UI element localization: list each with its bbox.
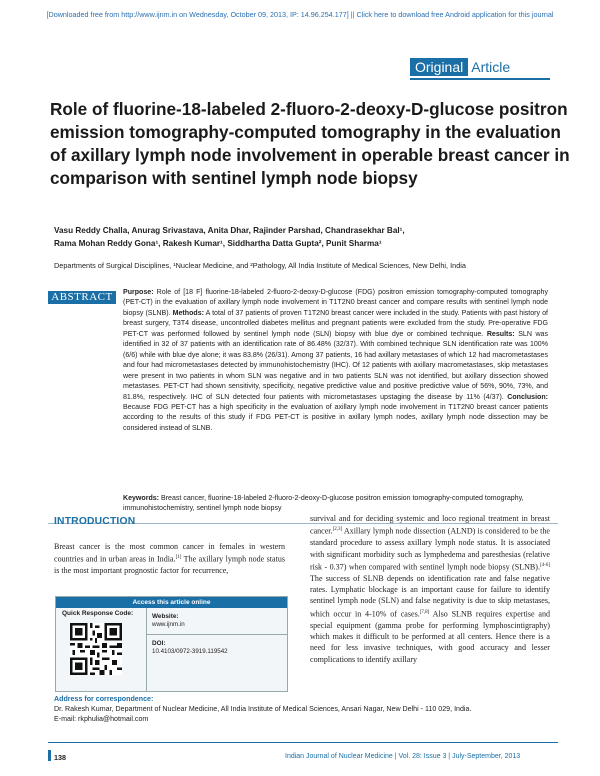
citation-ref[interactable]: [7,8] (419, 609, 430, 615)
intro-left-text: Breast cancer is the most common cancer in females in western countries and in urban areas in India. (54, 542, 285, 564)
article-type-tag (410, 58, 510, 76)
journal-footer: Indian Journal of Nuclear Medicine | Vol. 28: Issue 3 | July-September, 2013 (285, 753, 521, 760)
intro-right-column (310, 513, 550, 665)
keywords (123, 494, 548, 515)
intro-right-text-a: survival and for deciding systemic and loco regional treatment in breast cancer. (310, 514, 550, 536)
doi-label: DOI: (152, 640, 166, 647)
website-link[interactable]: www.ijnm.in (152, 621, 185, 628)
abstract-label: ABSTRACT (48, 291, 116, 304)
correspondence-address: Dr. Rakesh Kumar, Department of Nuclear Medicine, All India Institute of Medical Sciences, Ansari Nagar, New Delhi - 110 029, India. (54, 705, 472, 713)
methods-text: A total of 37 patients of proven T1T2N0 breast cancer were included in the study. Patients with past history of breast surgery, T3T4 disease, uncontrolled diabetes mellitus and pregnant patients were excluded from the study. Pre-operative FDG PET-CT was performed followed by sentinel lymph node (SLN) biopsy with blue dye or combined technique. (123, 309, 549, 338)
purpose-text: Role of [18 F] fluorine-18-labeled 2-fluoro-2-deoxy-D-glucose (FDG) positron emission tomography-computed tomography (PET-CT) in the evaluation of axillary lymph node involvement in T1T2N0 breast cancer and compare results with sentinel lymph node biopsy (SLNB). (123, 289, 548, 317)
keywords-label: Keywords: (123, 495, 160, 502)
correspondence-heading: Address for correspondence: (54, 695, 154, 703)
article-type-rest: Article (471, 59, 511, 75)
intro-right-text-d: Also SLNB requires expertise and special equipment (gamma probe for performing lymphoscintigraphy) which makes it difficult to be performed at all centers. Hence there is a need for less invasive techniques, with good accuracy and lesser complications to identify axillary (310, 609, 550, 664)
methods-label: Methods: (172, 309, 204, 317)
download-banner-link[interactable]: [Downloaded free from http://www.ijnm.in on Wednesday, October 09, 2013, IP: 14.96.254.177] || Click here to download free Android application for this journal (46, 10, 554, 19)
access-separator (146, 634, 288, 635)
results-text: SLN was identified in 32 of 37 patients with an identification rate of 86.48% (32/37). With combined technique SLN identification rate was 100% (6/6) while with blue dye alone; it was 83.8% (26/31). Among 37 patients, 16 had axillary metastases of which 12 had macrometastases and four had micrometastases detected by immunohistochemistry (IHC). Of 12 patients with axillary macrometastases, skip metastases were present in two patients in whom SLN was negative and in two patients SLN was not identified, but axillary dissection showed metastases. PET-CT had shown sensitivity, specificity, negative predictive value and positive predictive value of 56%, 90%, 73%, and 81.8%, respectively. IHC of SLN detected four patients with micrometastases upstaging the disease by 11% (4/37). (123, 330, 549, 401)
intro-right-text-c: The success of SLNB depends on identification rate and false negative rates. Lymphatic blockage is an important cause for failure to identify sentinel lymph node (SLN) and false negativity is due to skip metastases, which occur in 4-10% of cases. (310, 573, 550, 619)
doi-link[interactable]: 10.4103/0972-3919.119542 (152, 648, 228, 655)
footer-rule (48, 742, 558, 743)
article-title: Role of fluorine-18-labeled 2-fluoro-2-deoxy-D-glucose positron emission tomography-computed tomography in the evaluation of axillary lymph node involvement in operable breast cancer in comparison with sentinel lymph node biopsy (50, 99, 570, 188)
article-type-boxed: Original (410, 58, 468, 76)
citation-ref[interactable]: [1] (175, 555, 182, 561)
qr-label: Quick Response Code: (62, 610, 134, 617)
intro-left-text-2: The axillary lymph node status is the most important prognostic factor for recurrence, (54, 554, 285, 576)
correspondence-email[interactable]: E-mail: rkphulia@hotmail.com (54, 715, 149, 723)
correspondence-block (54, 694, 574, 724)
author-line-2: Rama Mohan Reddy Gona¹, Rakesh Kumar¹, Siddhartha Datta Gupta², Punit Sharma¹ (54, 238, 382, 248)
results-label: Results: (486, 330, 515, 338)
citation-ref[interactable]: [4-6] (540, 562, 550, 568)
purpose-label: Purpose: (123, 289, 154, 296)
page-number: 138 (54, 753, 66, 762)
citation-ref[interactable]: [2,3] (332, 527, 343, 533)
qr-panel (56, 608, 147, 691)
introduction-heading: INTRODUCTION (54, 516, 136, 527)
conclusion-label: Conclusion: (507, 393, 548, 401)
intro-right-text-b: Axillary lymph node dissection (ALND) is considered to be the standard procedure to assess axillary lymph node status. It is associated with significant morbidity such as lymphedema and paresthesias (relative risk - 0.37) when compared with sentinel lymph node biopsy (SLNB). (310, 526, 550, 572)
intro-left-column (54, 541, 285, 577)
access-details (152, 613, 282, 655)
abstract-text (123, 288, 548, 434)
qr-code-icon[interactable] (70, 623, 122, 675)
affiliation: Departments of Surgical Disciplines, ¹Nuclear Medicine, and ²Pathology, All India Institute of Medical Sciences, New Delhi, India (54, 261, 466, 270)
website-label: Website: (152, 613, 179, 620)
article-type-underline (410, 78, 550, 80)
conclusion-text: Because FDG PET-CT has a high specificity in the evaluation of axillary lymph node involvement in T1T2N0 breast cancer patients according to the results of this study if FDG PET-CT is positive in axillary lymph nodes, axillary lymph node dissection may be considered instead of SLNB. (123, 403, 548, 432)
author-list (54, 225, 554, 250)
author-line-1: Vasu Reddy Challa, Anurag Srivastava, Anita Dhar, Rajinder Parshad, Chandrasekhar Bal¹, (54, 226, 405, 235)
access-online-heading: Access this article online (56, 597, 287, 608)
access-online-box (55, 596, 288, 692)
footer-page-marker (48, 750, 51, 761)
keywords-text: Breast cancer, fluorine-18-labeled 2-fluoro-2-deoxy-D-glucose positron emission tomography-computed tomography, immunohistochemistry, sentinel lymph node biopsy (123, 495, 524, 513)
